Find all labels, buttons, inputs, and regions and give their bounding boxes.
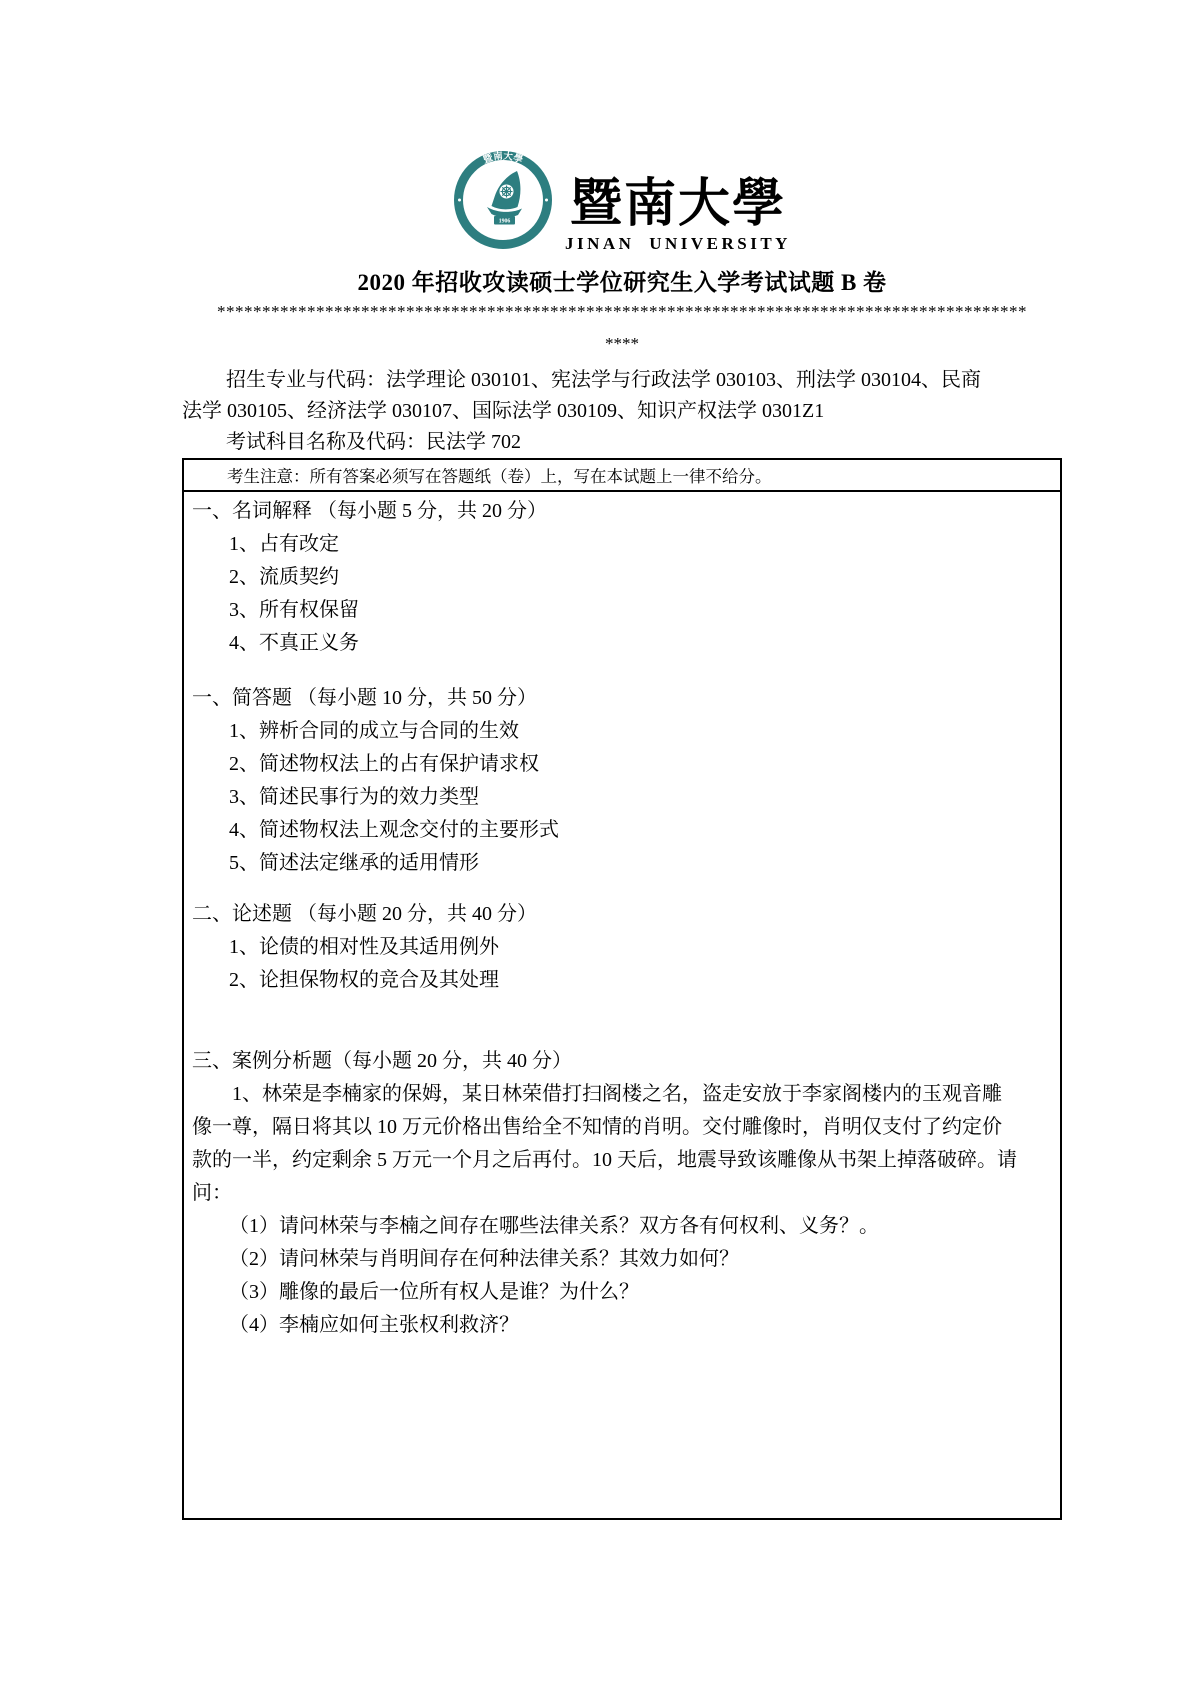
majors-codes-line-1: 招生专业与代码：法学理论 030101、宪法学与行政法学 030103、刑法学 030104、民商 (226, 369, 981, 391)
question-item: 4、不真正义务 (229, 632, 359, 654)
question-item: （3）雕像的最后一位所有权人是谁？为什么？ (229, 1281, 639, 1303)
question-item: 3、所有权保留 (229, 599, 359, 621)
subject-code-line: 考试科目名称及代码：民法学 702 (226, 431, 521, 453)
exam-title: 2020 年招收攻读硕士学位研究生入学考试试题 B 卷 (357, 270, 887, 295)
question-item: （1）请问林荣与李楠之间存在哪些法律关系？双方各有何权利、义务？。 (229, 1215, 879, 1237)
question-section (192, 682, 1052, 880)
question-item: 2、论担保物权的竞合及其处理 (229, 969, 499, 991)
question-box (182, 458, 1062, 1520)
seal-ring-top-text: 暨南大學 (482, 151, 524, 166)
question-item: （4）李楠应如何主张权利救济？ (229, 1314, 519, 1336)
question-item: 2、流质契约 (229, 566, 339, 588)
seal-year-text: 1906 (498, 218, 511, 225)
university-header (182, 146, 1062, 252)
case-paragraph-line: 款的一半，约定剩余 5 万元一个月之后再付。10 天后，地震导致该雕像从书架上掉落破碎。请 (192, 1149, 1017, 1171)
seal-right-dot (545, 199, 548, 202)
question-item: （2）请问林荣与肖明间存在何种法律关系？其效力如何？ (229, 1248, 739, 1270)
notice-text: 考生注意：所有答案必须写在答题纸（卷）上，写在本试题上一律不给分。 (227, 467, 772, 486)
question-item: 4、简述物权法上观念交付的主要形式 (229, 819, 559, 841)
question-item: 3、简述民事行为的效力类型 (229, 786, 479, 808)
university-wordmark (565, 178, 791, 252)
question-item: 1、辨析合同的成立与合同的生效 (229, 720, 519, 742)
section-title: 三、案例分析题（每小题 20 分，共 40 分） (192, 1050, 572, 1072)
university-seal-logo (453, 150, 553, 250)
case-paragraph-line: 问： (192, 1182, 232, 1204)
question-item: 1、占有改定 (229, 533, 339, 555)
university-name-english: JINAN UNIVERSITY (565, 234, 791, 253)
case-paragraph-line: 1、林荣是李楠家的保姆，某日林荣借打扫阁楼之名，盗走安放于李家阁楼内的玉观音雕 (232, 1083, 1002, 1105)
section-title: 一、简答题 （每小题 10 分，共 50 分） (192, 687, 537, 709)
question-item: 2、简述物权法上的占有保护请求权 (229, 753, 539, 775)
question-item: 5、简述法定继承的适用情形 (229, 852, 479, 874)
section-title: 一、名词解释 （每小题 5 分，共 20 分） (192, 500, 547, 522)
page-content (182, 146, 1062, 1520)
question-section (192, 1045, 1052, 1342)
section-title: 二、论述题 （每小题 20 分，共 40 分） (192, 903, 537, 925)
seal-ring-bottom-text: JINAN UNIVERSITY (473, 223, 533, 241)
separator-stars-long: ****************************************************************************************** (217, 302, 1027, 321)
question-item: 1、论债的相对性及其适用例外 (229, 936, 499, 958)
case-paragraph-line: 像一尊，隔日将其以 10 万元价格出售给全不知情的肖明。交付雕像时，肖明仅支付了约定价 (192, 1116, 1002, 1138)
seal-left-dot (458, 199, 461, 202)
separator-stars-short: **** (605, 334, 639, 353)
question-section (192, 495, 1052, 660)
exam-meta (182, 365, 1062, 458)
university-name-chinese: 暨南大學 (569, 176, 786, 234)
notice-row (184, 460, 1060, 492)
question-sections (184, 492, 1060, 1342)
majors-codes-line-2: 法学 030105、经济法学 030107、国际法学 030109、知识产权法学 0301Z1 (182, 400, 825, 422)
question-section (192, 898, 1052, 997)
